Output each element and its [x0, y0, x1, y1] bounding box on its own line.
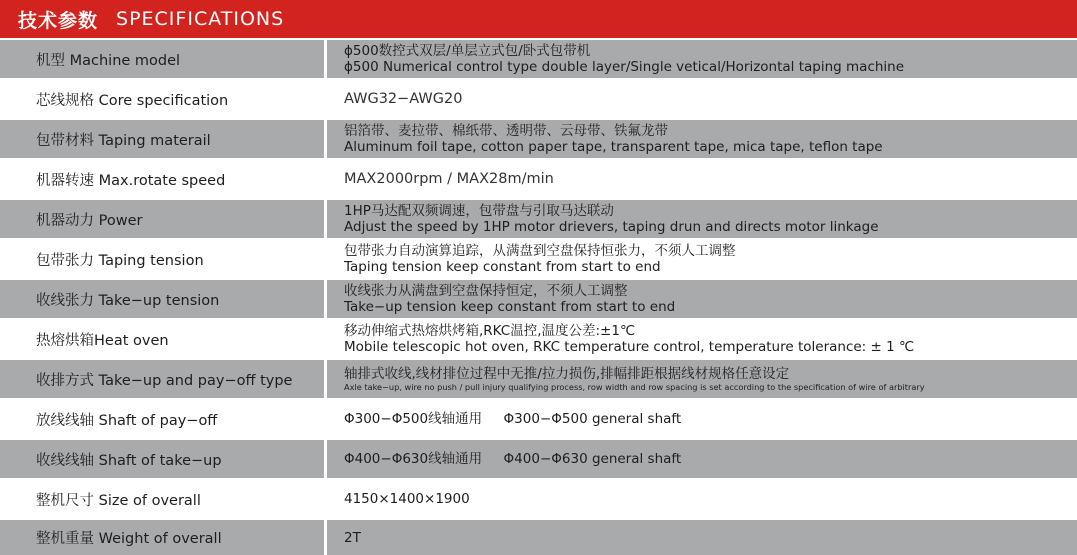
spec-row-shaft-take-up	[0, 440, 1077, 478]
spec-row-rotate-speed	[0, 160, 1077, 198]
spec-row-taping-material	[0, 120, 1077, 158]
spec-value	[327, 40, 1077, 78]
spec-label: 放线线轴 Shaft of pay−off	[0, 400, 324, 438]
spec-row-weight-overall	[0, 520, 1077, 555]
spec-value-line: AWG32−AWG20	[344, 91, 463, 107]
spec-value	[327, 440, 1077, 478]
spec-value	[327, 400, 1077, 438]
spec-row-take-up-pay-off-type	[0, 360, 1077, 398]
header-title-cn: 技术参数	[18, 9, 99, 32]
spec-label: 收线线轴 Shaft of take−up	[0, 440, 324, 478]
spec-row-core-specification	[0, 80, 1077, 118]
spec-label: 热熔烘箱Heat oven	[0, 320, 324, 358]
spec-value-line: 4150×1400×1900	[344, 491, 470, 507]
spec-value-line-en: Take−up tension keep constant from start to end	[344, 299, 676, 315]
spec-value	[327, 200, 1077, 238]
spec-value-line: MAX2000rpm / MAX28m/min	[344, 171, 554, 187]
header-title-en: SPECIFICATIONS	[116, 8, 285, 30]
spec-row-take-up-tension	[0, 280, 1077, 318]
spec-value	[327, 320, 1077, 358]
spec-value-line-en: Axle take−up, wire no push / pull injury qualifying process, row width and row spacing is set according to the specification of wire of arbitrary	[344, 381, 925, 392]
spec-value-line-cn: 移动伸缩式热熔烘烤箱,RKC温控,温度公差:±1℃	[344, 323, 636, 339]
spec-label: 包带材料 Taping materail	[0, 120, 324, 158]
spec-value-line-en: ɸ500 Numerical control type double layer/Single vetical/Horizontal taping machine	[344, 59, 905, 75]
spec-value	[327, 280, 1077, 318]
spec-row-taping-tension	[0, 240, 1077, 278]
spec-label: 收线张力 Take−up tension	[0, 280, 324, 318]
spec-label: 芯线规格 Core specification	[0, 80, 324, 118]
spec-value-line-cn: 1HP马达配双频调速，包带盘与引取马达联动	[344, 203, 614, 219]
spec-label: 机型 Machine model	[0, 40, 324, 78]
spec-header	[0, 0, 1077, 38]
spec-label: 机器动力 Power	[0, 200, 324, 238]
spec-value	[327, 160, 1077, 198]
spec-label: 机器转速 Max.rotate speed	[0, 160, 324, 198]
spec-row-size-overall	[0, 480, 1077, 518]
spec-value-line: Φ300−Φ500线轴通用 Φ300−Φ500 general shaft	[344, 411, 682, 427]
spec-value-line: 2T	[344, 529, 361, 546]
spec-label: 收排方式 Take−up and pay−off type	[0, 360, 324, 398]
spec-value-line: Φ400−Φ630线轴通用 Φ400−Φ630 general shaft	[344, 451, 682, 467]
spec-value	[327, 120, 1077, 158]
spec-label: 整机尺寸 Size of overall	[0, 480, 324, 518]
spec-value-line-cn: 收线张力从满盘到空盘保持恒定，不须人工调整	[344, 283, 628, 299]
spec-value-line-cn: 铝箔带、麦拉带、棉纸带、透明带、云母带、铁氟龙带	[344, 123, 668, 139]
spec-row-shaft-pay-off	[0, 400, 1077, 438]
spec-value-line-en: Mobile telescopic hot oven, RKC temperature control, temperature tolerance: ± 1 ℃	[344, 339, 915, 355]
spec-value	[327, 480, 1077, 518]
spec-row-machine-model	[0, 40, 1077, 78]
spec-row-power	[0, 200, 1077, 238]
spec-value-line-en: Aluminum foil tape, cotton paper tape, transparent tape, mica tape, teflon tape	[344, 139, 883, 155]
spec-label: 整机重量 Weight of overall	[0, 520, 324, 555]
spec-value	[327, 240, 1077, 278]
spec-value-line-cn: ɸ500数控式双层/单层立式包/卧式包带机	[344, 43, 591, 59]
spec-value-line-cn: 包带张力自动演算追踪，从满盘到空盘保持恒张力，不须人工调整	[344, 243, 736, 259]
spec-label: 包带张力 Taping tension	[0, 240, 324, 278]
spec-value-line-cn: 轴排式收线,线材排位过程中无推/拉力损伤,排幅排距根据线材规格任意设定	[344, 365, 790, 382]
spec-value	[327, 360, 1077, 398]
spec-value	[327, 520, 1077, 555]
spec-value-line-en: Taping tension keep constant from start to end	[344, 259, 661, 275]
spec-row-heat-oven	[0, 320, 1077, 358]
spec-value-line-en: Adjust the speed by 1HP motor drievers, taping drun and directs motor linkage	[344, 219, 879, 235]
spec-value	[327, 80, 1077, 118]
